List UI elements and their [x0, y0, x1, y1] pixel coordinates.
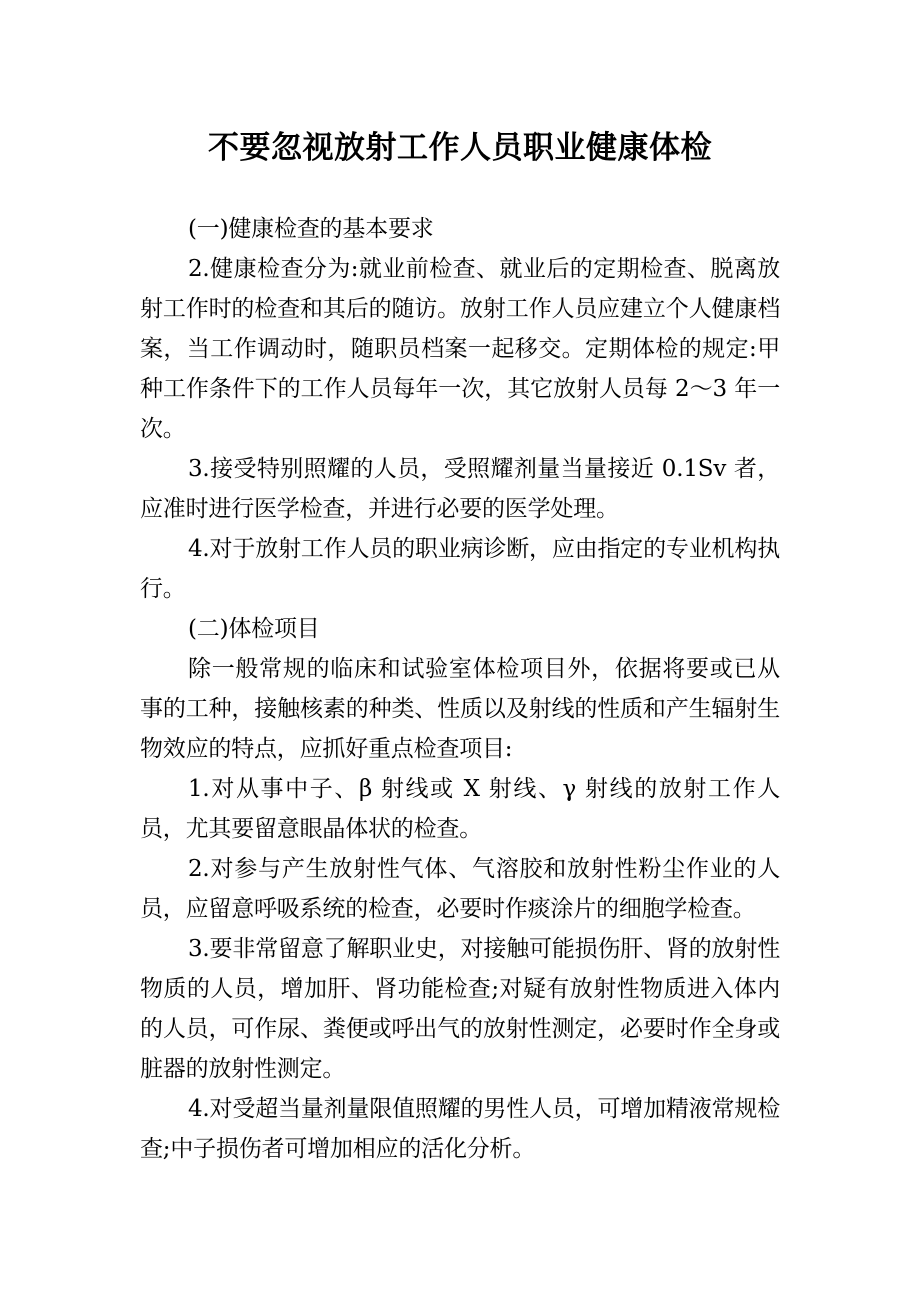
- section-heading-basic-requirements: (一)健康检查的基本要求: [188, 216, 434, 242]
- document-title: 不要忽视放射工作人员职业健康体检: [208, 130, 712, 166]
- paragraph-key-items: 除一般常规的临床和试验室体检项目外，依据将要或已从事的工种，接触核素的种类、性质以及射线的性质和产生辐射生物效应的特点，应抓好重点检查项目:: [140, 656, 780, 762]
- section-heading-exam-items: (二)体检项目: [188, 616, 320, 642]
- paragraph-liver-kidney-exam: 3.要非常留意了解职业史，对接触可能损伤肝、肾的放射性物质的人员，增加肝、肾功能检查;对疑有放射性物质进入体内的人员，可作尿、粪便或呼出气的放射性测定，必要时作全身或脏器的放射性测定。: [140, 936, 780, 1082]
- paragraph-exam-types: 2.健康检查分为:就业前检查、就业后的定期检查、脱离放射工作时的检查和其后的随访。放射工作人员应建立个人健康档案，当工作调动时，随职员档案一起移交。定期体检的规定:甲种工作条件下的工作人员每年一次，其它放射人员每 2～3 年一次。: [140, 256, 780, 442]
- paragraph-special-exposure: 3.接受特别照耀的人员，受照耀剂量当量接近 0.1Sv 者，应准时进行医学检查，并进行必要的医学处理。: [140, 456, 780, 522]
- paragraph-semen-exam: 4.对受超当量剂量限值照耀的男性人员，可增加精液常规检查;中子损伤者可增加相应的活化分析。: [140, 1096, 780, 1162]
- paragraph-respiratory-exam: 2.对参与产生放射性气体、气溶胶和放射性粉尘作业的人员，应留意呼吸系统的检查，必要时作痰涂片的细胞学检查。: [140, 856, 780, 922]
- paragraph-eye-exam: 1.对从事中子、β 射线或 X 射线、γ 射线的放射工作人员，尤其要留意眼晶体状的检查。: [140, 776, 780, 842]
- paragraph-diagnosis: 4.对于放射工作人员的职业病诊断，应由指定的专业机构执行。: [140, 536, 780, 602]
- document-body: [140, 209, 780, 1169]
